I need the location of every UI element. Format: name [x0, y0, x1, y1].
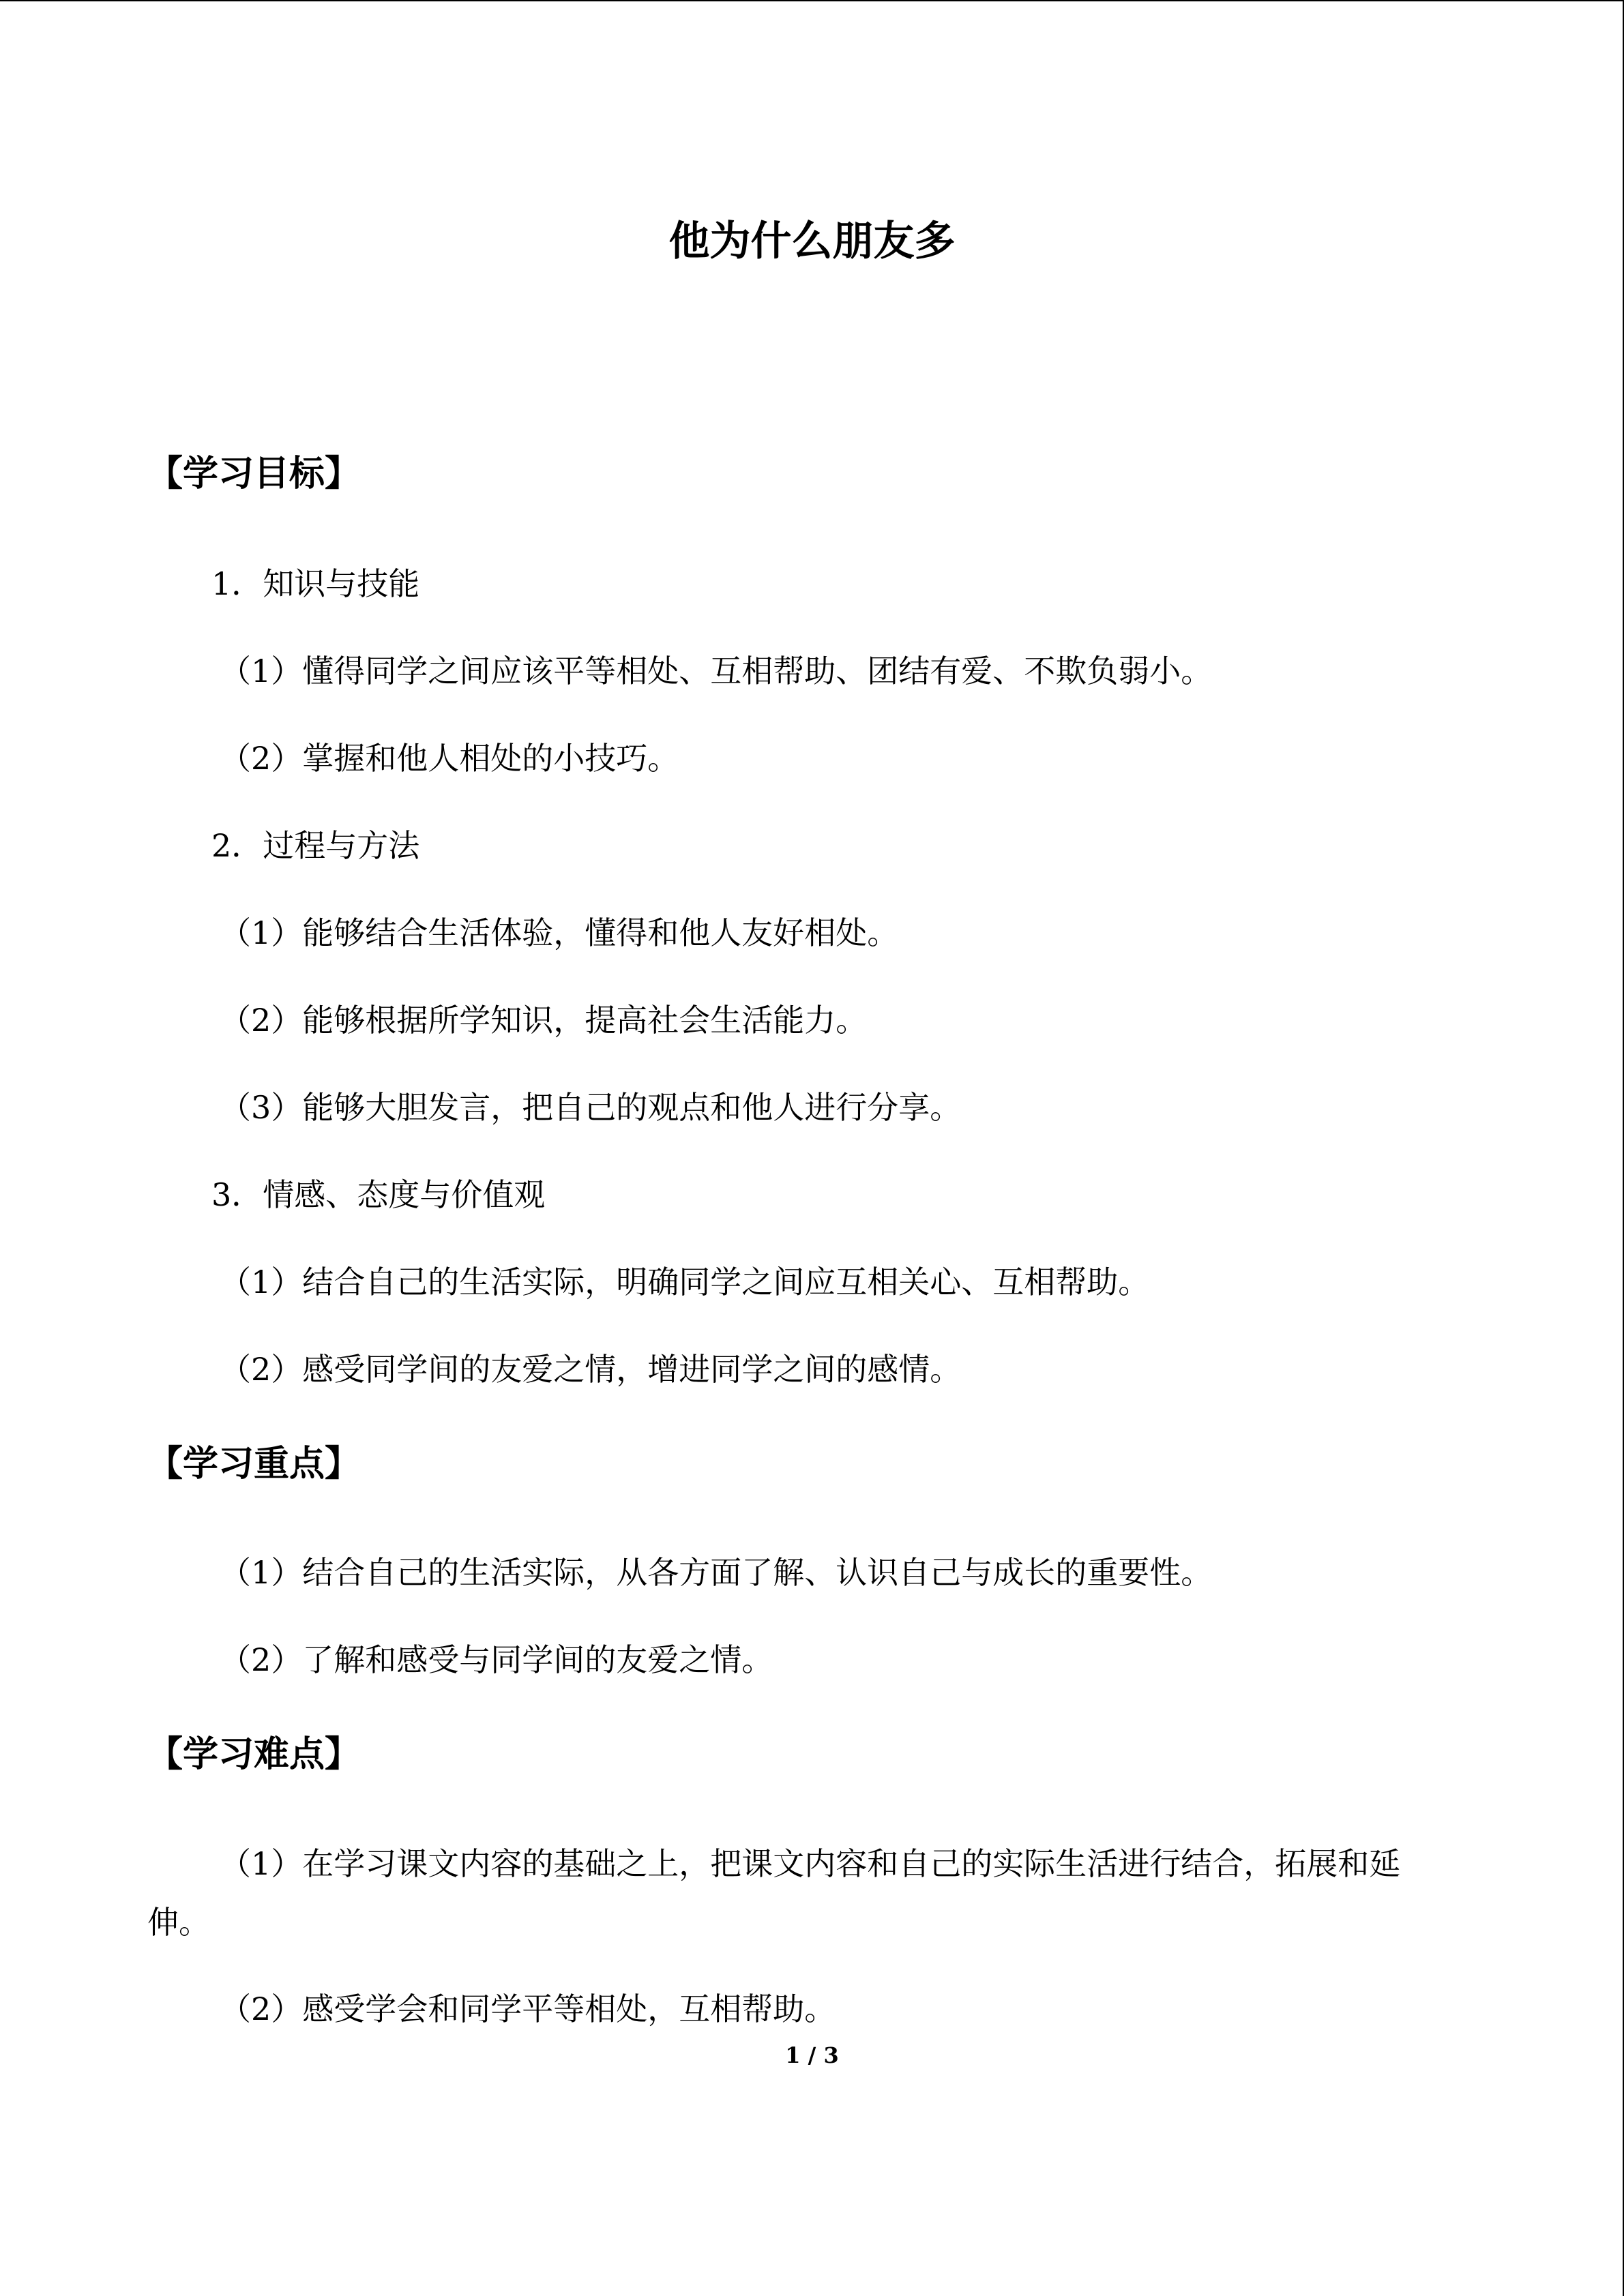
emotion-values-label: 3．情感、态度与价值观 — [211, 1176, 546, 1213]
difficulties-heading: 【学习难点】 — [147, 1733, 361, 1775]
objective-item: （2）掌握和他人相处的小技巧。 — [220, 740, 679, 777]
objective-item: （1）结合自己的生活实际，明确同学之间应互相关心、互相帮助。 — [220, 1264, 1150, 1300]
objective-item: （2）能够根据所学知识，提高社会生活能力。 — [220, 1002, 868, 1039]
objective-item: （1）懂得同学之间应该平等相处、互相帮助、团结有爱、不欺负弱小。 — [220, 653, 1213, 689]
key-point-item: （2）了解和感受与同学间的友爱之情。 — [220, 1641, 773, 1678]
objective-item: （2）感受同学间的友爱之情，增进同学之间的感情。 — [220, 1351, 962, 1388]
objective-item: （3）能够大胆发言，把自己的观点和他人进行分享。 — [220, 1089, 962, 1126]
difficulty-item: （2）感受学会和同学平等相处，互相帮助。 — [220, 1991, 836, 2027]
difficulty-item: （1）在学习课文内容的基础之上，把课文内容和自己的实际生活进行结合，拓展和延伸。 — [147, 1845, 1401, 1941]
objectives-heading: 【学习目标】 — [147, 453, 361, 494]
key-point-item: （1）结合自己的生活实际，从各方面了解、认识自己与成长的重要性。 — [220, 1554, 1213, 1591]
document-title: 他为什么朋友多 — [668, 218, 956, 265]
knowledge-skills-label: 1．知识与技能 — [211, 565, 420, 602]
page-number: 1 / 3 — [785, 2042, 839, 2068]
process-method-label: 2．过程与方法 — [211, 827, 420, 864]
objective-item: （1）能够结合生活体验，懂得和他人友好相处。 — [220, 914, 899, 951]
key-points-heading: 【学习重点】 — [147, 1443, 361, 1485]
